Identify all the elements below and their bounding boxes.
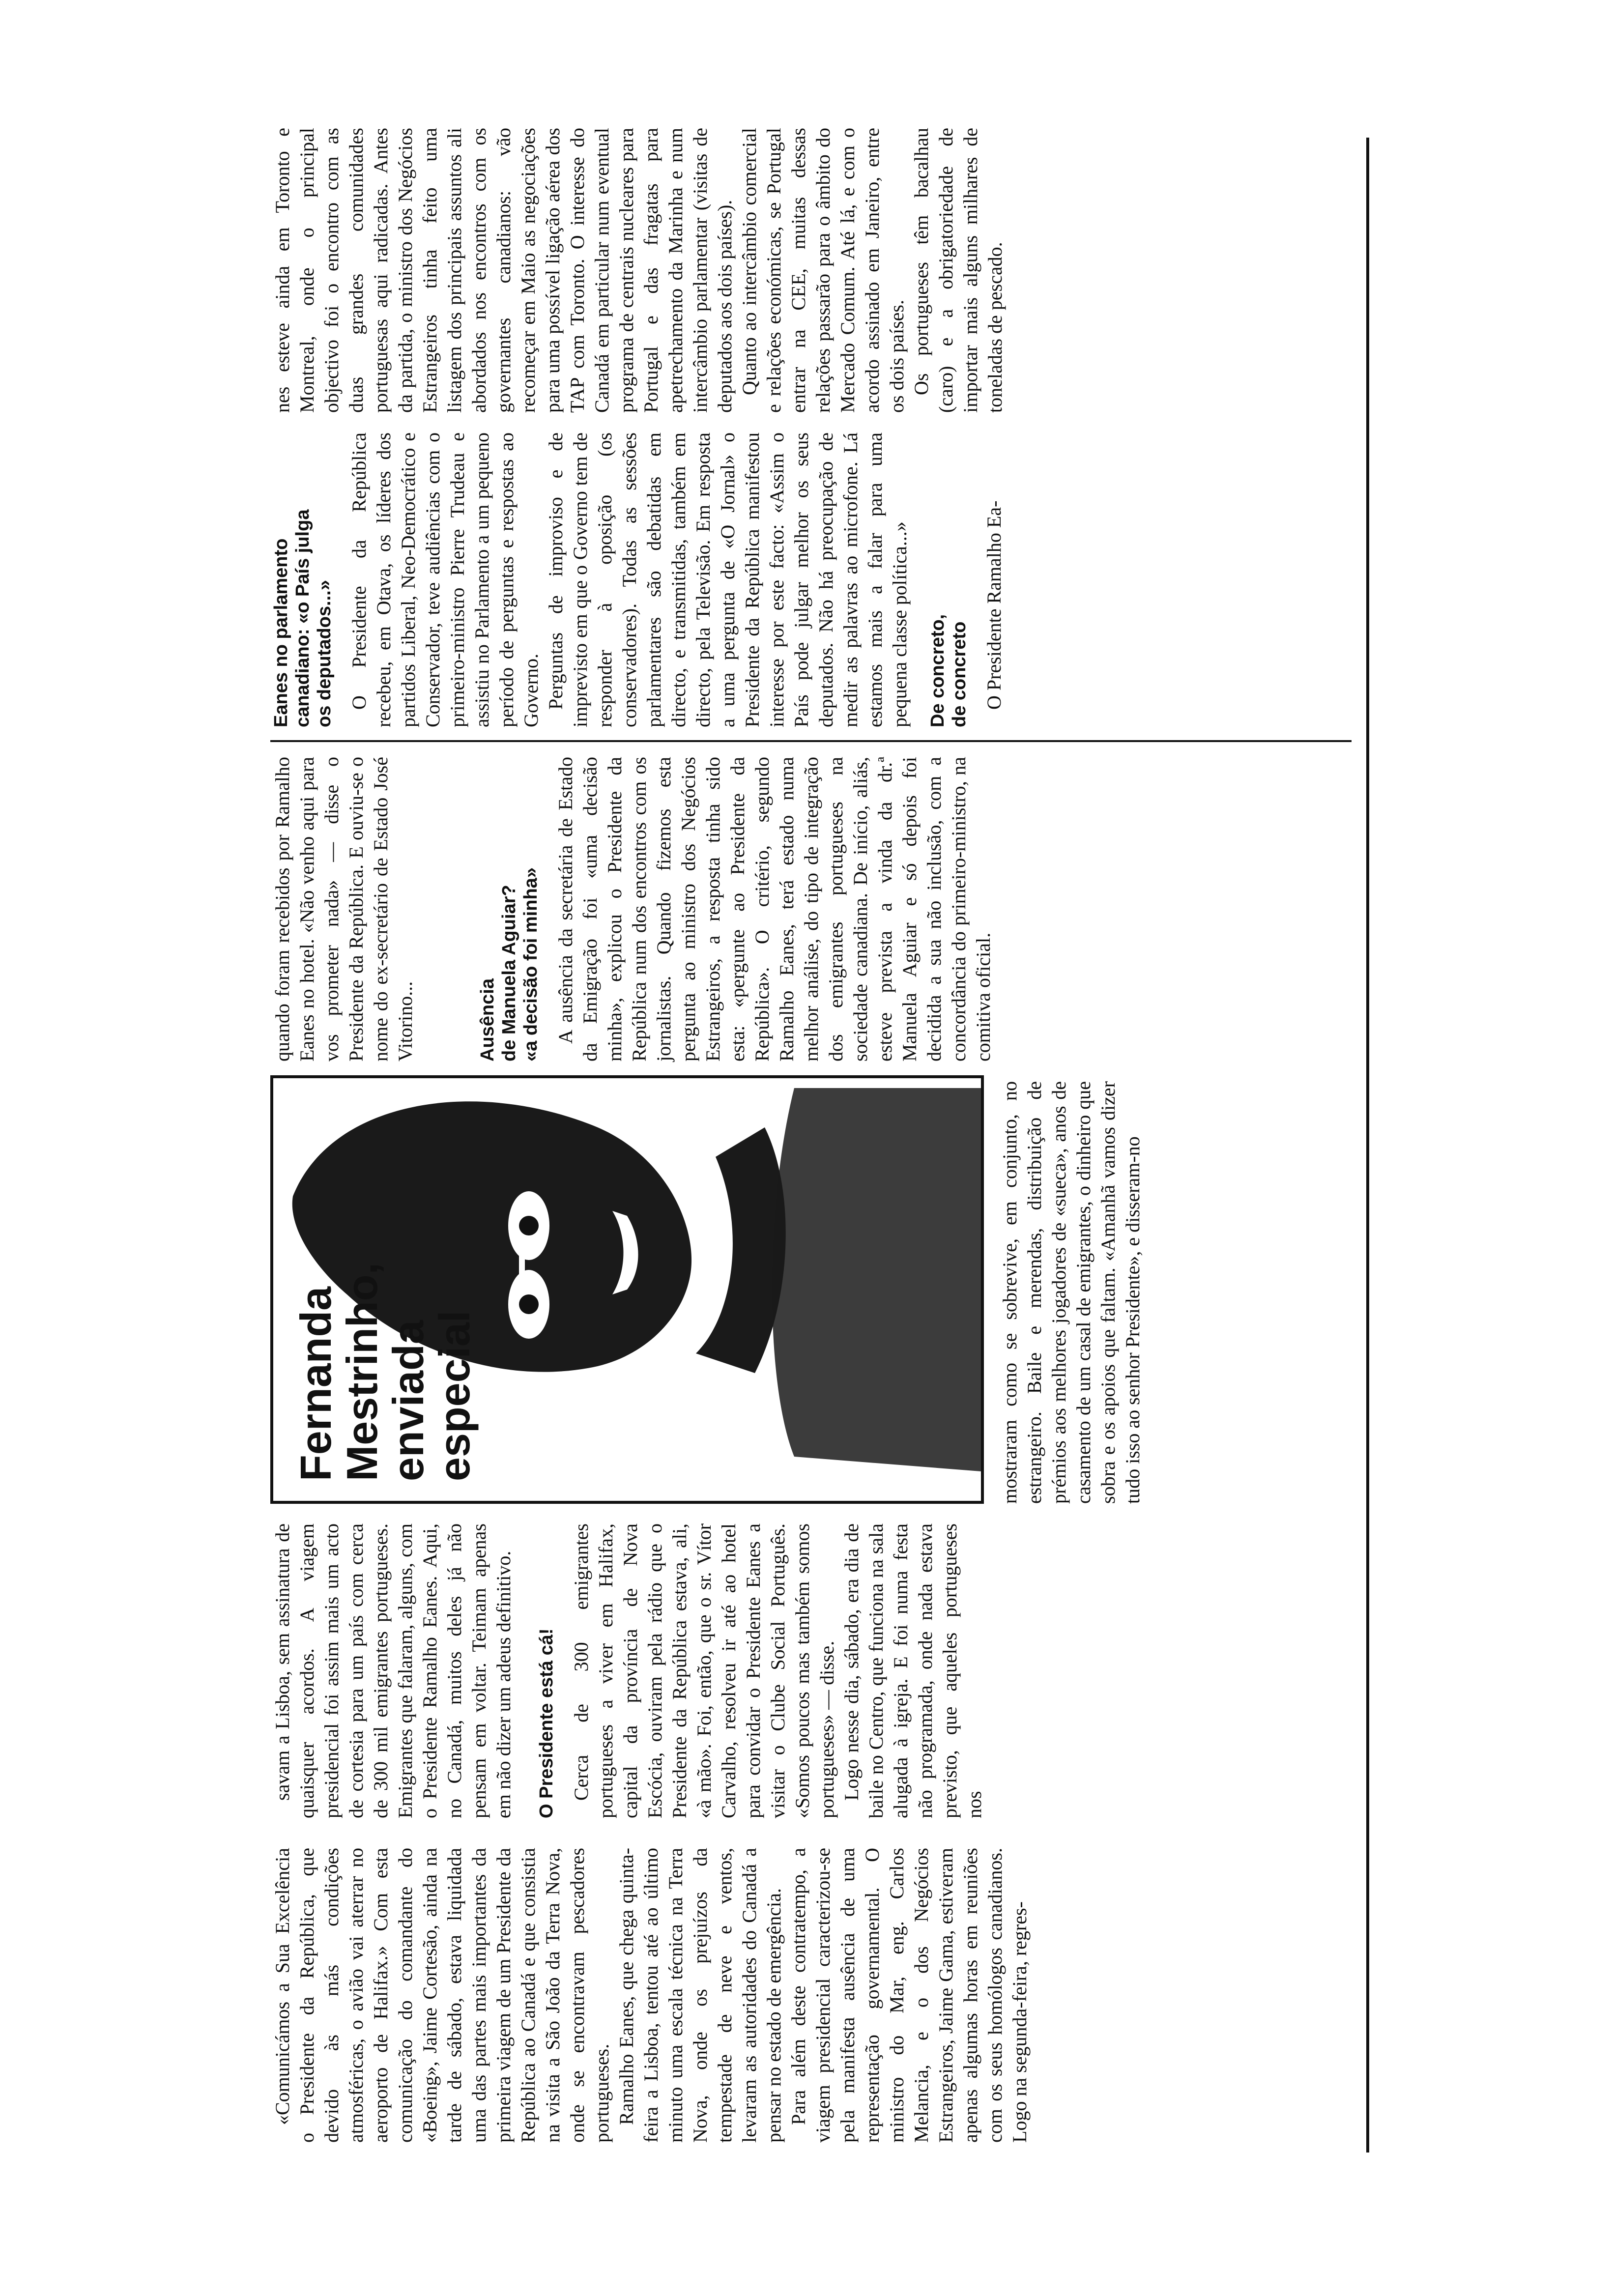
subheading-presidente: O Presidente está cá!: [536, 1628, 557, 1818]
paragraph: Quanto ao intercâmbio comercial e relações económicas, se Portugal entrar na CEE, muitas dessas relações passarão para o âmbito do Mercado Comum. Até lá, e com o acordo assinado em Janeiro, entre os dois países.: [738, 128, 908, 413]
subheading-line: de concreto: [949, 621, 970, 727]
bottom-rule: [1366, 138, 1369, 2152]
column-6: [270, 128, 1008, 413]
column-3: [998, 1081, 1145, 1504]
byline-line: Mestrinho,: [338, 1263, 386, 1481]
subheading-manuela-aguiar: [477, 757, 542, 1062]
author-byline: [293, 1137, 478, 1481]
byline-line: Fernanda: [291, 1286, 340, 1481]
paragraph: «Comunicámos a Sua Excelência o Presidente da República, que devido às más condições atmosféricas, o avião vai aterrar no aeroporto de Halifax.» Com esta comunicação do comandante do «Boeing», Jaime Cortesão, ainda na tarde de sábado, estava liquidada uma das partes mais importantes da primeira viagem de um Presidente da República ao Canadá e que consistia na visita a São João da Terra Nova, onde se encontravam pescadores portugueses.: [271, 1848, 613, 2143]
column-1: [270, 1848, 1032, 2143]
byline-line: enviada: [384, 1320, 432, 1481]
paragraph: Perguntas de improviso e de imprevisto em que o Governo tem de responder à oposição (os conservadores). Todas as sessões parlamentares são debatidas em directo, e transmitidas, também em directo, pela Televisão. Em resposta a uma pergunta de «O Jornal» o Presidente da República manifestou interesse por este facto: «Assim o País pode julgar melhor os seus deputados. Não há preocupação de medir as palavras ao microfone. Lá estamos mais a falar para uma pequena classe política...»: [545, 432, 911, 727]
subheading-line: Eanes no parlamento: [271, 538, 291, 727]
paragraph: Os portugueses têm bacalhau (caro) e a obrigatoriedade de importar mais alguns milhares de toneladas de pescado.: [910, 128, 1006, 413]
subheading-line: De concreto,: [927, 614, 948, 727]
column-5: [270, 432, 1007, 727]
paragraph: Ramalho Eanes, que chega quinta-feira a Lisboa, tentou até ao último minuto uma escala técnica na Terra Nova, onde os prejuízos da tempestade de neve e ventos, levaram as autoridades do Canadá a pensar no estado de emergência.: [615, 1848, 785, 2143]
paragraph: Logo nesse dia, sábado, era dia de baile no Centro, que funciona na sala alugada à igreja. E foi numa festa não programada, onde nada estava previsto, que aqueles portugueses nos: [840, 1523, 985, 1818]
subheading-line: «a decisão foi minha»: [520, 867, 541, 1062]
subheading-de-concreto: [927, 432, 970, 727]
paragraph: O Presidente da República recebeu, em Otava, os líderes dos partidos Liberal, Neo-Democrático e Conservador, teve audiências com o primeiro-ministro Pierre Trudeau e assistiu no Parlamento a um pequeno período de perguntas e respostas ao Governo.: [348, 432, 542, 727]
column-4: [270, 757, 996, 1062]
paragraph: Para além deste contratempo, a viagem presidencial caracterizou-se pela manifesta ausência de uma representação governamental. O ministro do Mar, eng. Carlos Melancia, e o dos Negócios Estrangeiros, Jaime Gama, estiveram apenas algumas horas em reuniões com os seus homólogos canadianos. Logo na segunda-feira, regres-: [787, 1848, 1031, 2143]
paragraph: nes esteve ainda em Toronto e Montreal, onde o principal objectivo foi o encontro com as duas grandes comunidades portuguesas aqui radicadas. Antes da partida, o ministro dos Negócios Estrangeiros tinha feito uma listagem dos principais assuntos ali abordados nos encontros com os governantes canadianos: vão recomeçar em Maio as negociações para uma possível ligação aérea dos TAP com Toronto. O interesse do Canadá em particular num eventual programa de centrais nucleares para Portugal e das fragatas para apetrechamento da Marinha e num intercâmbio parlamentar (visitas de deputados aos dois países).: [271, 128, 736, 413]
subheading-line: Ausência: [477, 978, 498, 1062]
paragraph: mostraram como se sobrevive, em conjunto, no estrangeiro. Baile e merendas, distribuição de prémios aos melhores jogadores de «sueca», anos de casamento de um casal de emigrantes, o dinheiro que sobra e os apoios que faltam. «Amanhã vamos dizer tudo isso ao senhor Presidente», e disseram-no: [999, 1081, 1144, 1504]
subheading-line: os deputados...»: [314, 580, 335, 727]
paragraph: O Presidente Ramalho Ea-: [983, 500, 1005, 710]
paragraph: A ausência da secretária de Estado da Emigração foi «uma decisão minha», explicou o Presidente da República num dos encontros com os jornalistas. Quando fizemos esta pergunta ao ministro dos Negócios Estrangeiros, a resposta tinha sido esta: «pergunte ao Presidente da República». O critério, segundo Ramalho Eanes, terá estado numa melhor análise, do tipo de integração dos emigrantes portugueses na sociedade canadiana. De início, aliás, esteve prevista a vinda da dr.ª Manuela Aguiar e só depois foi decidida a sua não inclusão, com a concordância do primeiro-ministro, na comitiva oficial.: [554, 757, 994, 1062]
subheading-parlamento: [270, 432, 335, 727]
subheading-line: canadiano: «o País julga: [292, 509, 313, 727]
subheading-line: de Manuela Aguiar?: [499, 885, 519, 1062]
paragraph: savam a Lisboa, sem assinatura de quaisquer acordos. A viagem presidencial foi assim mais um acto de cortesia para um país com cerca de 300 mil emigrantes portugueses. Emigrantes que falaram, alguns, com o Presidente Ramalho Eanes. Aqui, no Canadá, muitos deles já não pensam em voltar. Teimam apenas em não dizer um adeus definitivo.: [271, 1523, 515, 1818]
byline-line: especial: [430, 1310, 479, 1481]
paragraph: quando foram recebidos por Ramalho Eanes no hotel. «Não venho aqui para vos prometer nada» — disse o Presidente da República. E ouviu-se o nome do ex-secretário de Estado José Vitorino...: [271, 757, 416, 1062]
paragraph: Cerca de 300 emigrantes portugueses a viver em Halifax, capital da província de Nova Escócia, ouviram pela rádio que o Presidente da República estava, ali, «à mão». Foi, então, que o sr. Vítor Carvalho, resolveu ir até ao hotel para convidar o Presidente Eanes a visitar o Clube Social Português. «Somos poucos mas também somos portugueses» — disse.: [570, 1523, 838, 1818]
author-photo-box: [270, 1075, 984, 1504]
newspaper-clipping: [260, 118, 1381, 2162]
column-rule: [270, 740, 1352, 742]
column-2: [270, 1523, 987, 1818]
